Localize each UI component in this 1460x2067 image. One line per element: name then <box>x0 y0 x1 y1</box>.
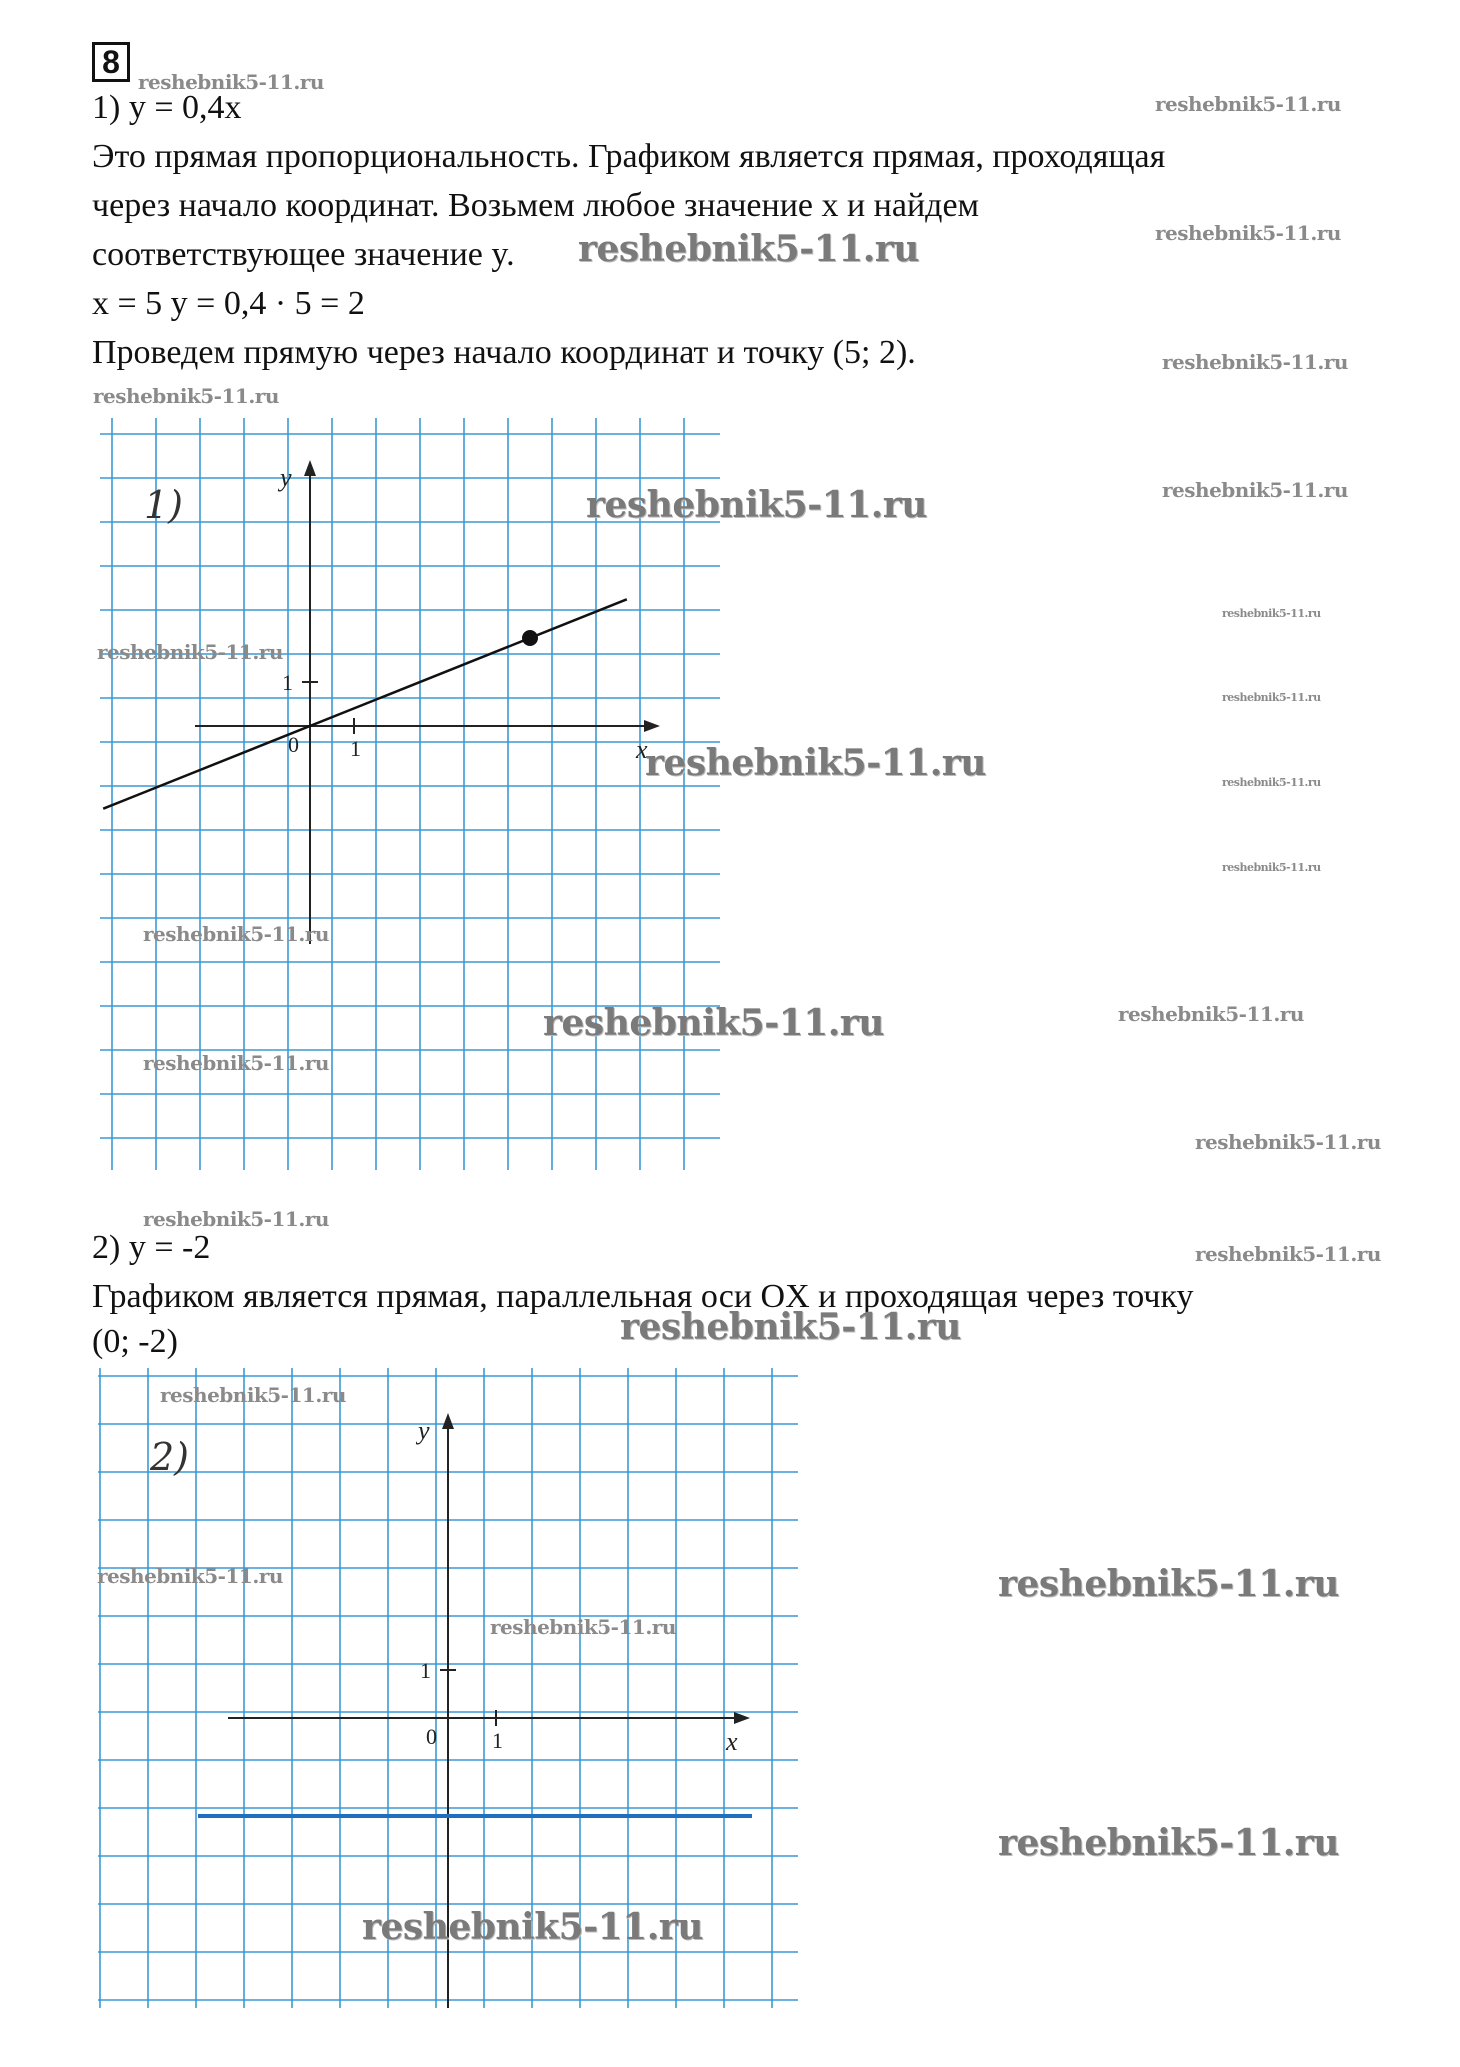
x-axis-arrow-icon <box>734 1712 750 1724</box>
watermark: reshebnik5-11.ru <box>97 1564 283 1588</box>
y-tick-label: 1 <box>282 670 293 695</box>
watermark: reshebnik5-11.ru <box>138 70 324 94</box>
part2-text-line2: (0; -2) <box>92 1323 178 1360</box>
y-tick-label: 1 <box>420 1658 431 1683</box>
watermark: reshebnik5-11.ru <box>143 1207 329 1231</box>
watermark: reshebnik5-11.ru <box>1222 776 1321 789</box>
watermark: reshebnik5-11.ru <box>620 1306 961 1348</box>
x-axis-label: x <box>636 735 648 764</box>
part1-header: 1) y = 0,4x <box>92 89 242 126</box>
graph-label: 1) <box>144 483 184 527</box>
origin-label: 0 <box>426 1724 437 1749</box>
y-axis-label: y <box>280 463 292 492</box>
part1-text-line1: Это прямая пропорциональность. Графиком является прямая, проходящая <box>92 138 1166 175</box>
x-axis-arrow-icon <box>644 720 660 732</box>
part1-text-line2: через начало координат. Возьмем любое значение x и найдем <box>92 187 980 224</box>
y-axis-label: y <box>418 1416 430 1445</box>
watermark: reshebnik5-11.ru <box>1118 1002 1304 1026</box>
watermark: reshebnik5-11.ru <box>1162 478 1348 502</box>
watermark: reshebnik5-11.ru <box>93 384 279 408</box>
x-tick-label: 1 <box>492 1728 503 1753</box>
watermark: reshebnik5-11.ru <box>97 640 283 664</box>
watermark: reshebnik5-11.ru <box>1222 691 1321 704</box>
watermark: reshebnik5-11.ru <box>1195 1130 1381 1154</box>
part2-header: 2) y = -2 <box>92 1229 211 1266</box>
watermark: reshebnik5-11.ru <box>362 1906 703 1948</box>
function-line <box>103 599 627 808</box>
part1-text-line4: Проведем прямую через начало координат и точку (5; 2). <box>92 334 916 371</box>
watermark: reshebnik5-11.ru <box>143 922 329 946</box>
y-axis-arrow-icon <box>442 1413 454 1429</box>
watermark: reshebnik5-11.ru <box>1155 92 1341 116</box>
part1-calculation: x = 5 y = 0,4 · 5 = 2 <box>92 285 365 322</box>
watermark: reshebnik5-11.ru <box>998 1563 1339 1605</box>
x-tick-label: 1 <box>350 736 361 761</box>
origin-label: 0 <box>288 732 299 757</box>
watermark: reshebnik5-11.ru <box>1162 350 1348 374</box>
watermark: reshebnik5-11.ru <box>143 1051 329 1075</box>
part2-text-line1: Графиком является прямая, параллельная оси OX и проходящая через точку <box>92 1278 1194 1315</box>
x-axis-label: x <box>726 1727 738 1756</box>
part1-text-line3: соответствующее значение y. <box>92 236 515 273</box>
watermark: reshebnik5-11.ru <box>1195 1242 1381 1266</box>
watermark: reshebnik5-11.ru <box>1155 221 1341 245</box>
task-number: 8 <box>92 42 130 82</box>
graph-label: 2) <box>150 1435 190 1479</box>
watermark: reshebnik5-11.ru <box>998 1822 1339 1864</box>
watermark: reshebnik5-11.ru <box>490 1615 676 1639</box>
watermark: reshebnik5-11.ru <box>586 484 927 526</box>
watermark: reshebnik5-11.ru <box>1222 861 1321 874</box>
watermark: reshebnik5-11.ru <box>645 742 986 784</box>
watermark: reshebnik5-11.ru <box>160 1383 346 1407</box>
watermark: reshebnik5-11.ru <box>543 1002 884 1044</box>
watermark: reshebnik5-11.ru <box>578 228 919 270</box>
plotted-point <box>522 630 538 646</box>
watermark: reshebnik5-11.ru <box>1222 607 1321 620</box>
y-axis-arrow-icon <box>304 460 316 476</box>
